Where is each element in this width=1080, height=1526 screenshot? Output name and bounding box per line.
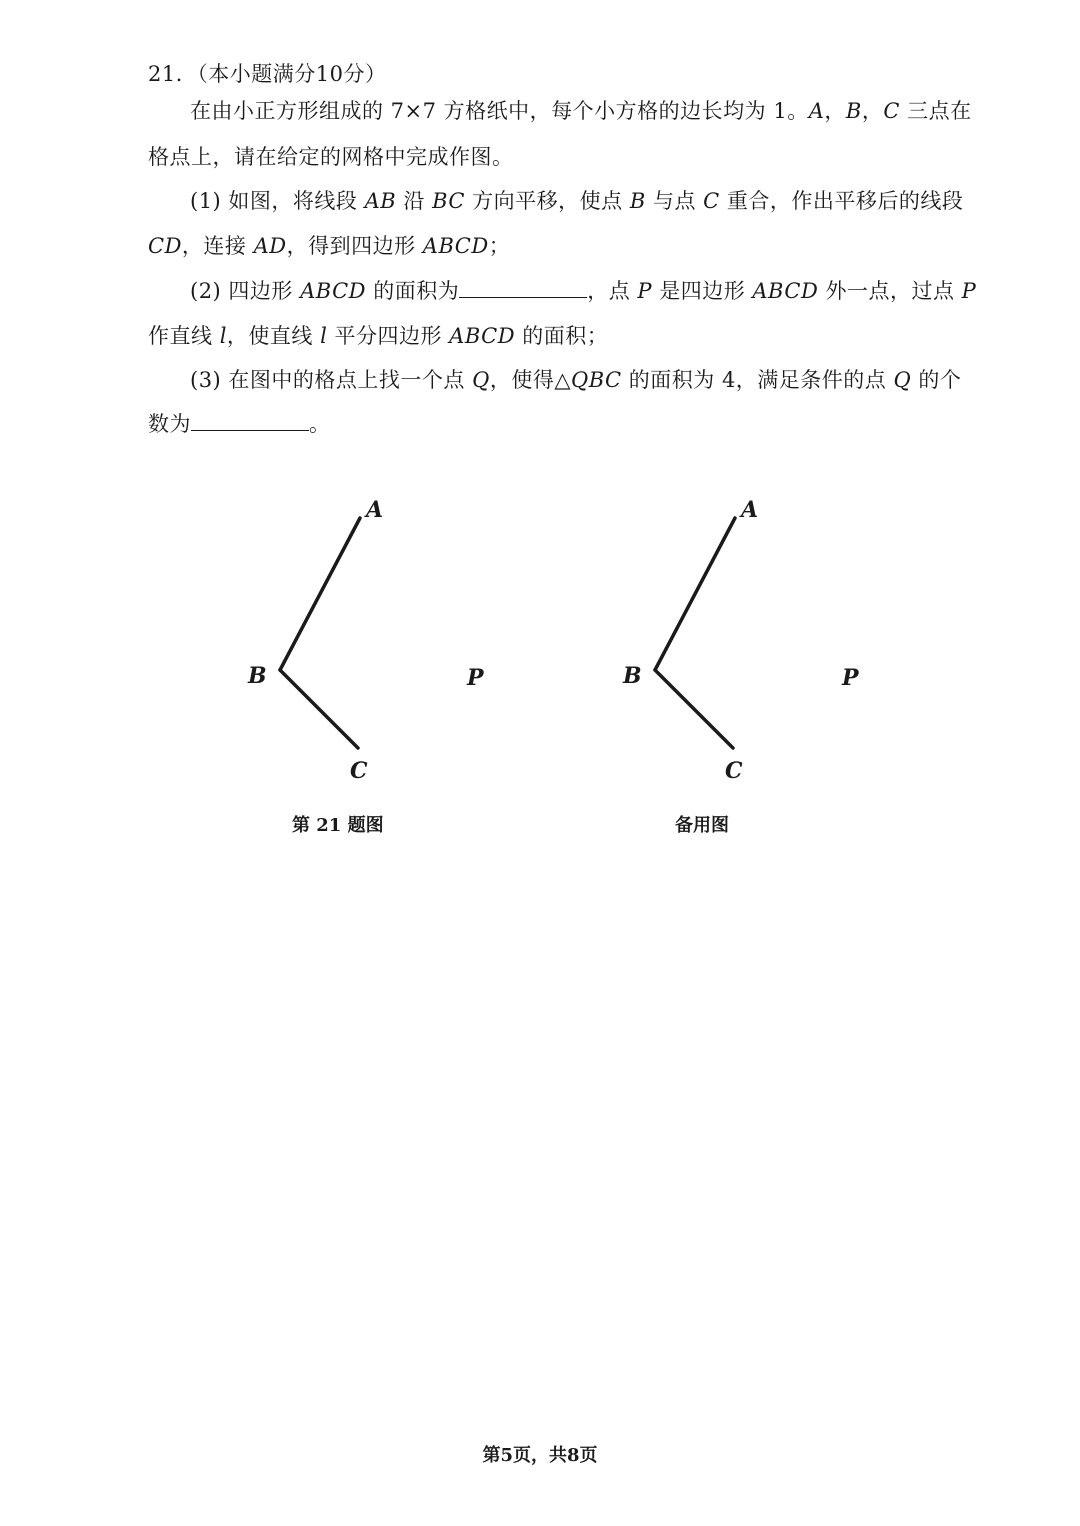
point-P-ref: P	[961, 279, 977, 303]
part1-text: 重合，作出平移后的线段	[719, 189, 964, 213]
point-C-ref: C	[883, 99, 900, 123]
intro-text: 在由小正方形组成的 7×7 方格纸中，每个小方格的边长均为 1。	[190, 99, 809, 123]
triangle-QBC-ref: QBC	[570, 368, 622, 392]
part3-text: 的个	[911, 368, 962, 392]
part1-text: ，得到四边形	[286, 234, 423, 258]
count-answer-blank[interactable]	[191, 410, 309, 431]
point-P-ref: P	[637, 279, 653, 303]
point-B-ref: B	[629, 189, 646, 213]
part2-text: 外一点，过点	[818, 279, 962, 303]
segment-BC	[655, 670, 733, 748]
part3-line-2	[148, 410, 331, 438]
part1-text: ；	[488, 234, 511, 258]
part2-text: ，点	[587, 279, 638, 303]
label-B: B	[623, 663, 642, 689]
comma: ，	[861, 99, 884, 123]
segment-AB	[280, 518, 360, 670]
part1-text: (1) 如图，将线段	[190, 189, 365, 213]
point-A-ref: A	[808, 99, 825, 123]
figure-backup	[605, 490, 905, 800]
label-C: C	[725, 758, 743, 784]
quad-ABCD-ref: ABCD	[300, 279, 367, 303]
label-A: A	[366, 497, 384, 523]
label-P: P	[467, 665, 484, 691]
part2-text: 的面积；	[515, 324, 609, 348]
part3-text: 。	[309, 412, 331, 436]
comma: ，	[824, 99, 846, 123]
part3-text: ，使得△	[489, 368, 571, 392]
line-l-ref: l	[320, 324, 328, 348]
part1-text: ，连接	[181, 234, 254, 258]
point-Q-ref: Q	[472, 368, 490, 392]
part2-text: 平分四边形	[327, 324, 450, 348]
part2-text: 作直线	[148, 324, 220, 348]
intro-line-2: 格点上，请在给定的网格中完成作图。	[148, 145, 514, 169]
part1-text: 与点	[645, 189, 704, 213]
label-C: C	[350, 758, 368, 784]
intro-text: 三点在	[899, 99, 972, 123]
part3-text: 的面积为 4，满足条件的点	[621, 368, 894, 392]
figure-main-caption: 第 21 题图	[292, 815, 384, 836]
label-P: P	[842, 665, 859, 691]
quad-ABCD-ref: ABCD	[422, 234, 489, 258]
segment-AD-ref: AD	[253, 234, 287, 258]
part2-text: 是四边形	[652, 279, 753, 303]
figure-backup-caption: 备用图	[675, 815, 729, 836]
segment-BC-ref: BC	[432, 189, 465, 213]
point-B-ref: B	[845, 99, 862, 123]
question-header: 21．（本小题满分10分）	[148, 62, 387, 86]
label-B: B	[248, 663, 267, 689]
part2-line-1	[190, 277, 976, 305]
page-footer: 第5页，共8页	[482, 1445, 598, 1466]
part2-text: (2) 四边形	[190, 279, 301, 303]
line-l-ref: l	[219, 324, 227, 348]
figure-backup-drawing	[605, 490, 905, 800]
intro-line-1	[190, 97, 972, 125]
segment-AB	[655, 518, 735, 670]
part1-text: 沿	[396, 189, 433, 213]
part3-text: (3) 在图中的格点上找一个点	[190, 368, 473, 392]
point-C-ref: C	[703, 189, 720, 213]
part3-line-1	[190, 366, 961, 394]
part2-text: ，使直线	[226, 324, 321, 348]
quad-ABCD-ref: ABCD	[752, 279, 819, 303]
quad-ABCD-ref: ABCD	[449, 324, 516, 348]
area-answer-blank[interactable]	[459, 277, 587, 298]
part1-line-1	[190, 187, 963, 215]
part3-text: 数为	[148, 412, 191, 436]
figure-main-drawing	[230, 490, 530, 800]
segment-BC	[280, 670, 358, 748]
part2-line-2	[148, 322, 608, 350]
segment-AB-ref: AB	[364, 189, 397, 213]
figure-main	[230, 490, 530, 800]
part2-text: 的面积为	[366, 279, 460, 303]
point-Q-ref: Q	[893, 368, 912, 392]
label-A: A	[741, 497, 759, 523]
part1-text: 方向平移，使点	[464, 189, 630, 213]
part1-line-2	[148, 232, 510, 260]
segment-CD-ref: CD	[148, 234, 182, 258]
